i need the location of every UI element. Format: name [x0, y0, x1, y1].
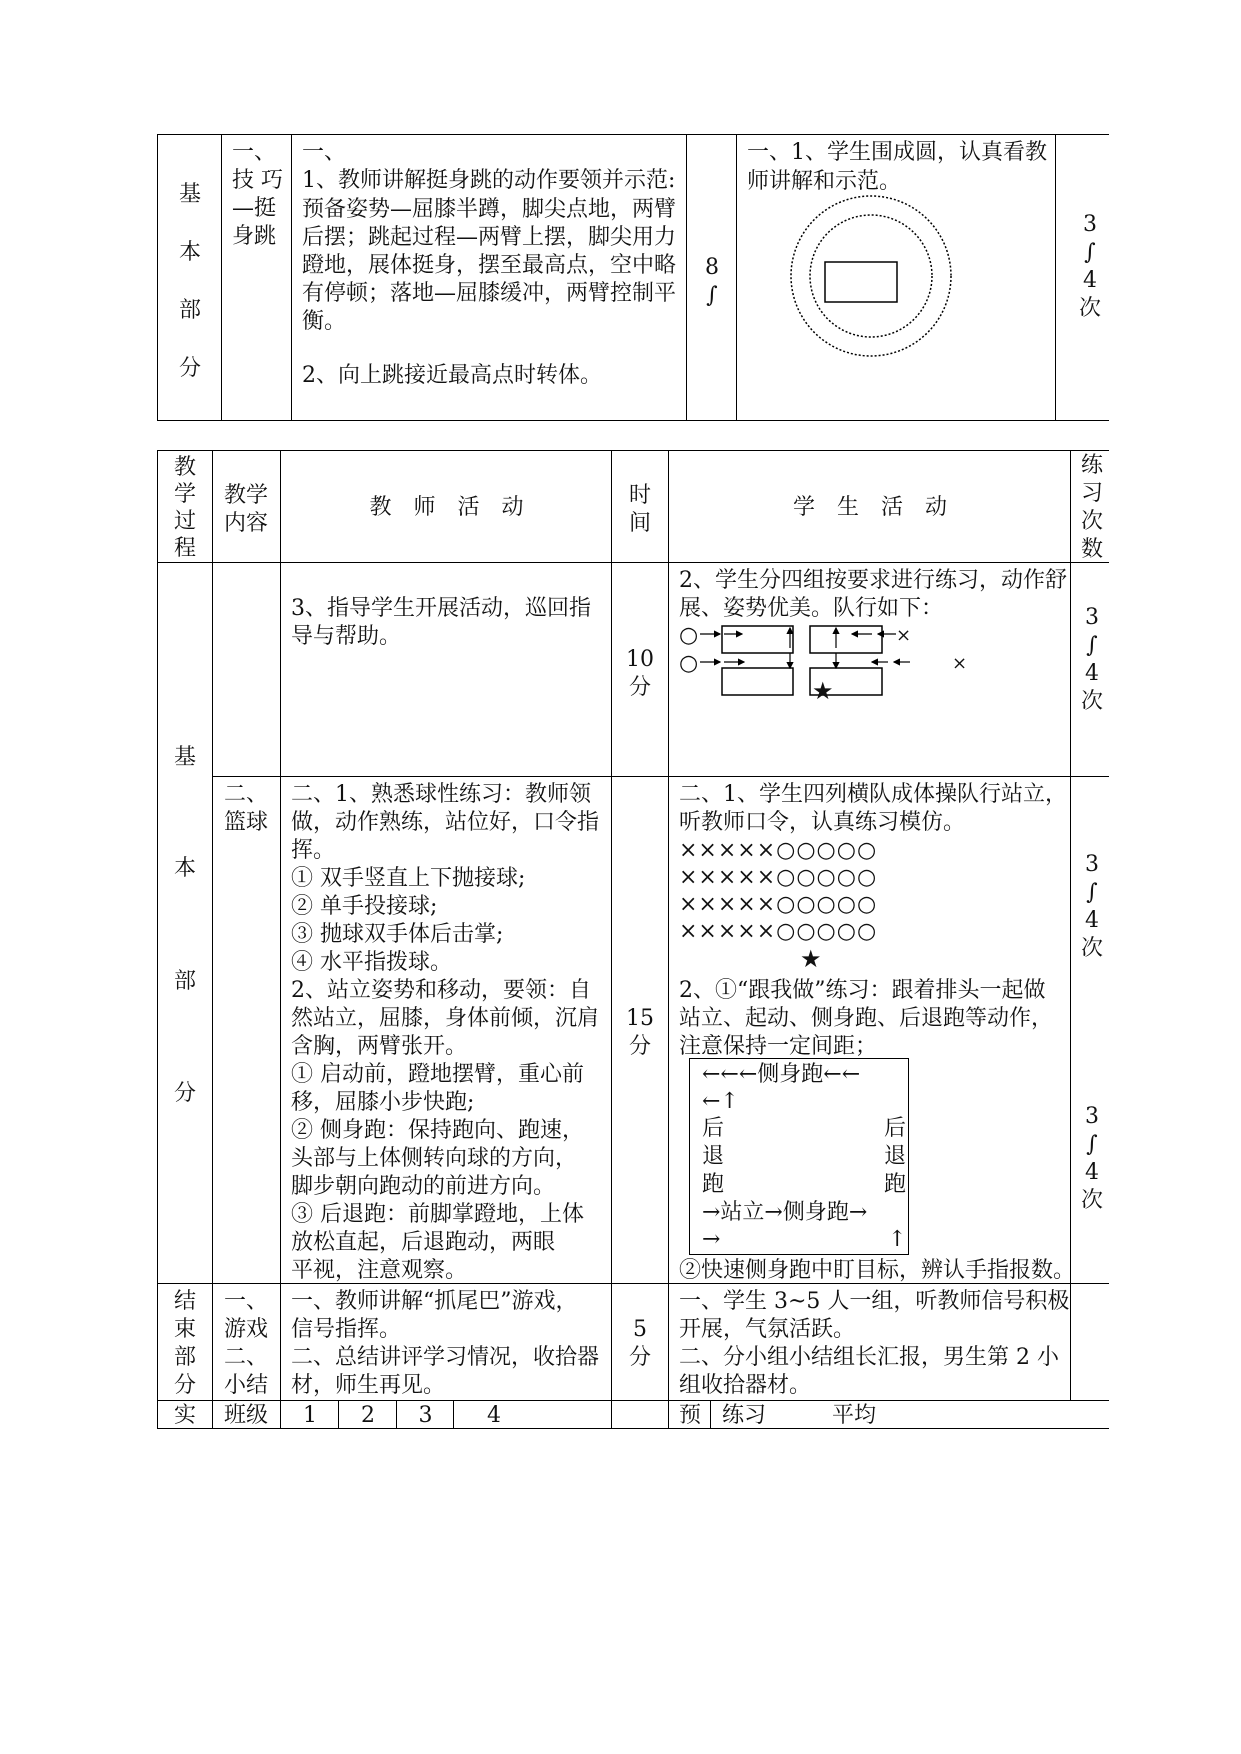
header-student-activity: 学 生 活 动 [792, 495, 947, 520]
star-icon: ★ [800, 945, 822, 973]
row2-student-note: ②快速侧身跑中盯目标，辨认手指报数。 [679, 1258, 1076, 1283]
star-icon: ★ [812, 677, 834, 705]
cross-marker: × [896, 625, 912, 646]
circle-marker: ○ [679, 651, 699, 676]
section-label-basic: 基 本 部 分 [178, 182, 201, 381]
header-teacher-activity: 教 师 活 动 [369, 495, 524, 520]
cross-marker: × [952, 653, 968, 674]
circle-marker: ○ [679, 623, 699, 648]
